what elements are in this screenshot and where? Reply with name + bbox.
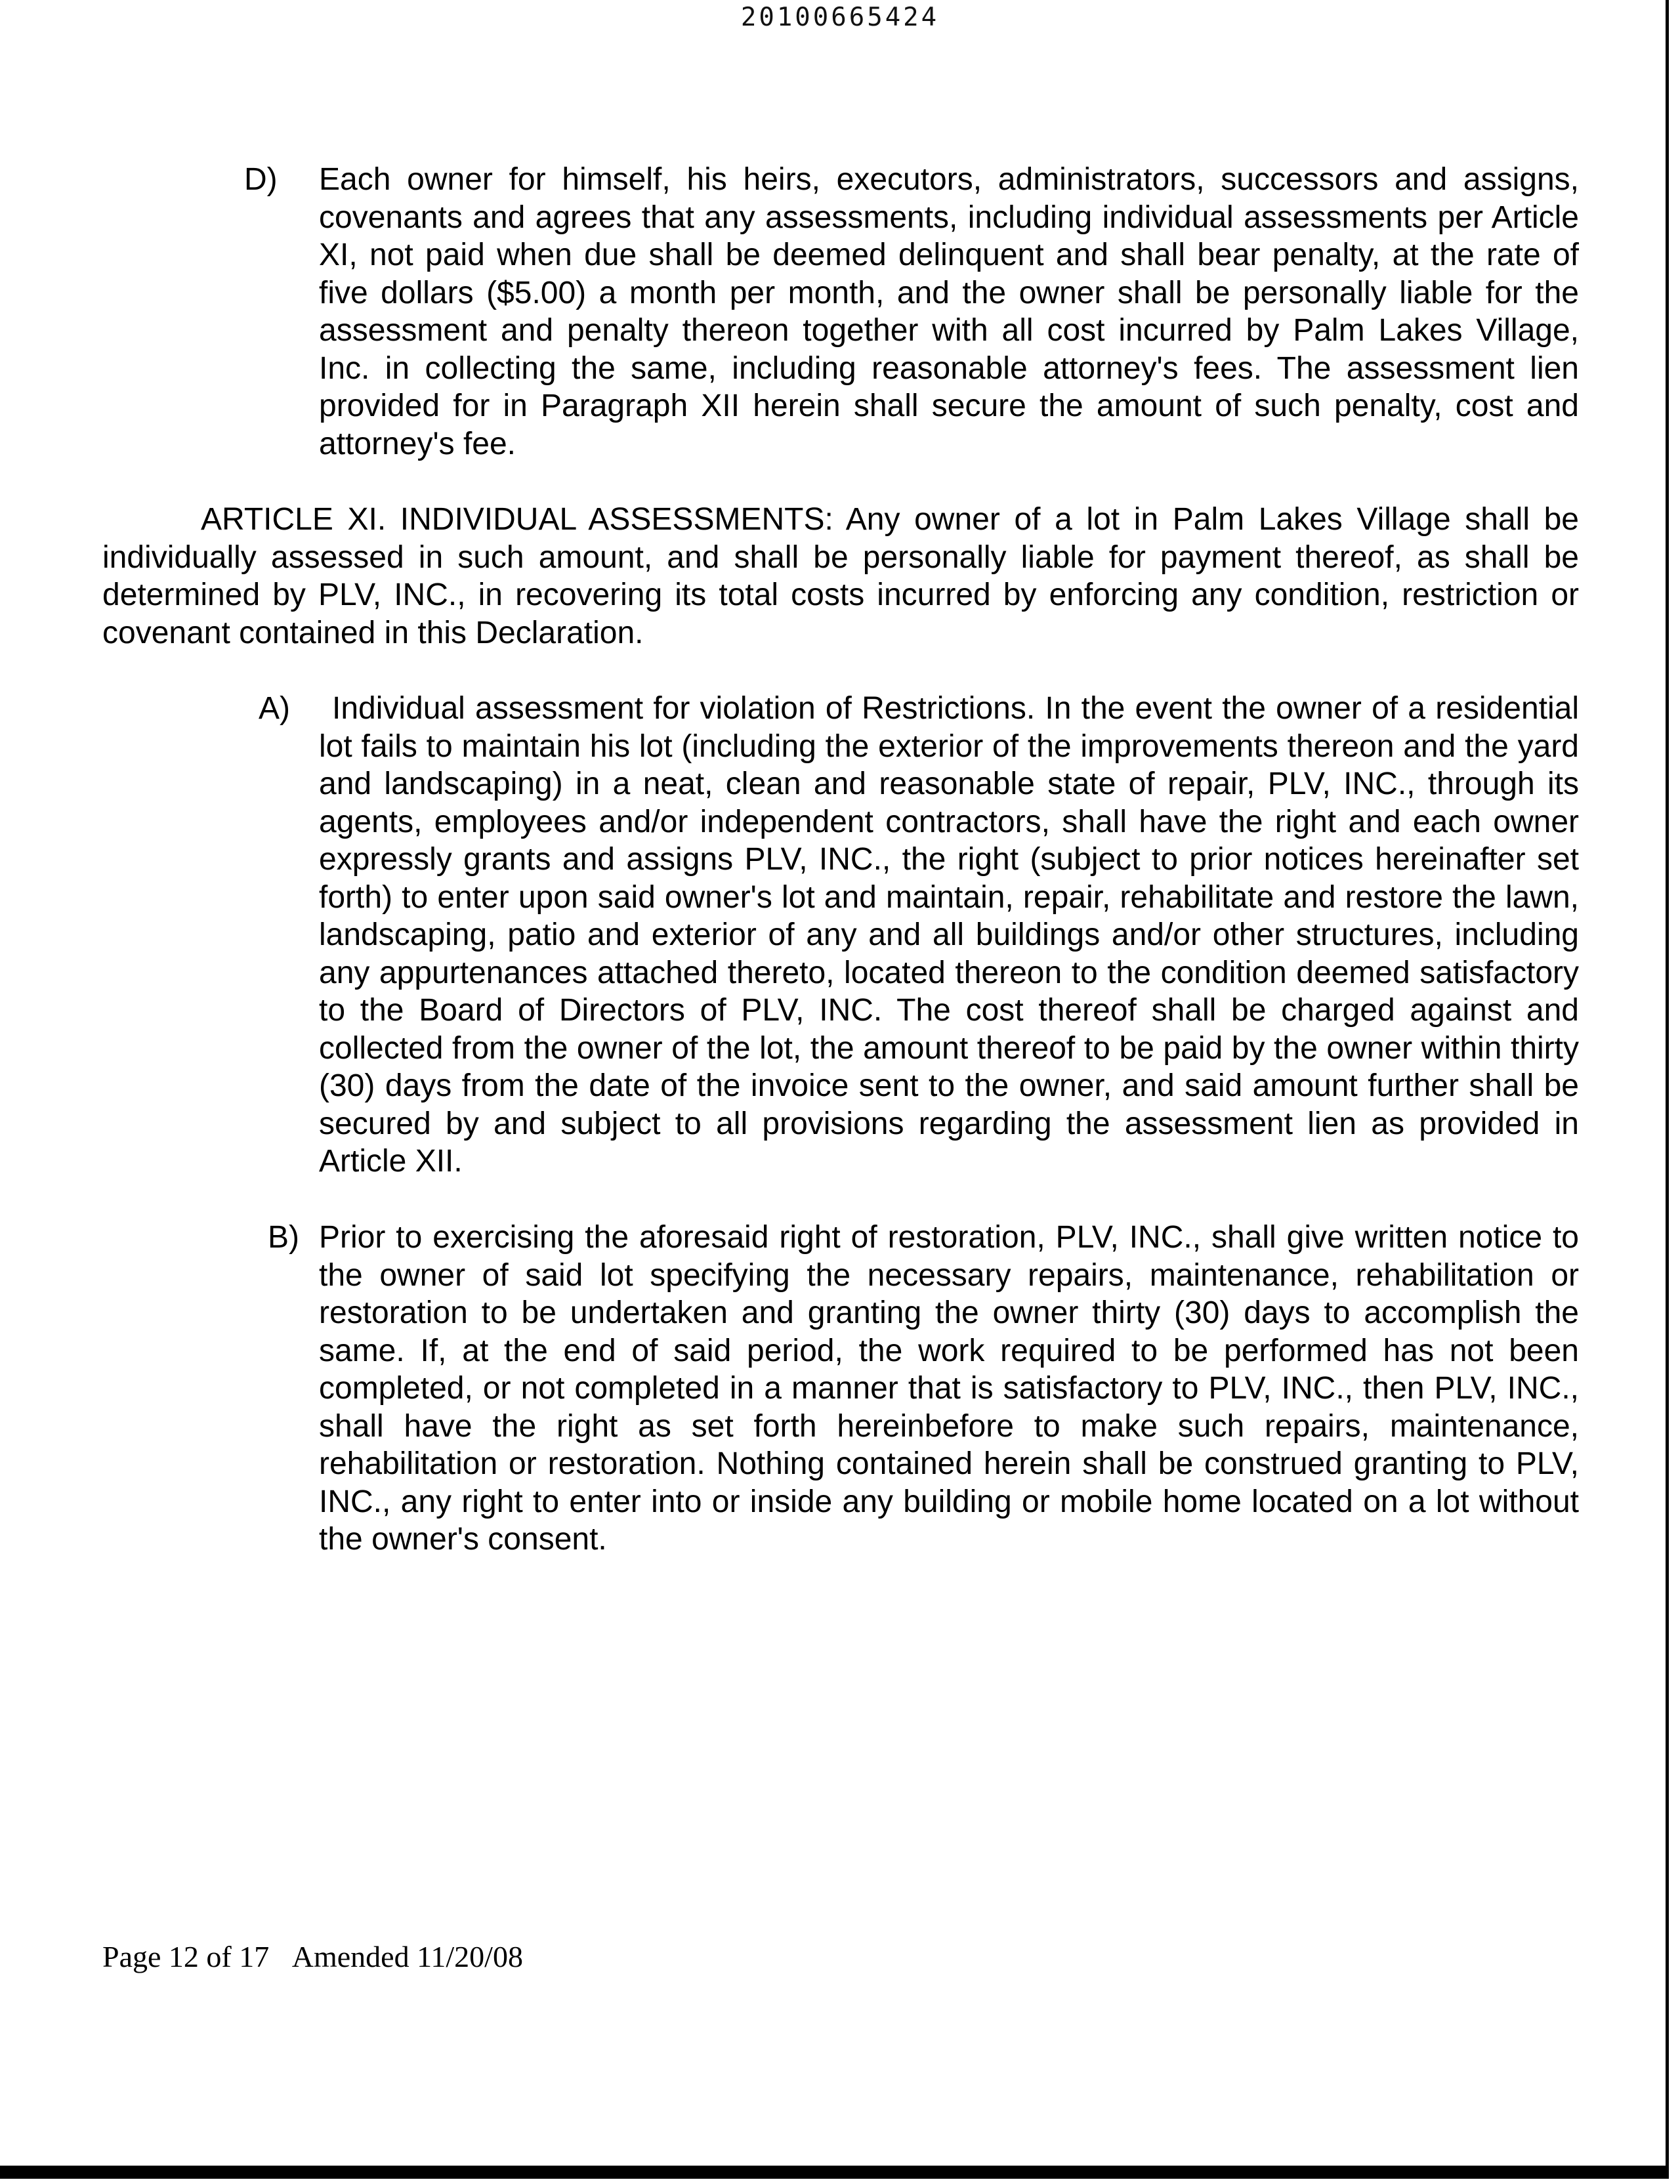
article-xi-paragraph: ARTICLE XI. INDIVIDUAL ASSESSMENTS: Any owner of a lot in Palm Lakes Village shall be individually assessed in such amount, and shall be personally liable for payment thereof, as shall be determined by PLV, INC., in recovering its total costs incurred by enforcing any condition, restriction or covenant contained in this Declaration. <box>102 502 1579 650</box>
item-a-label: A) <box>259 691 290 726</box>
footer-amended-date: Amended 11/20/08 <box>291 1940 523 1973</box>
document-number: 20100665424 <box>740 3 940 32</box>
page-right-edge <box>1666 0 1669 2177</box>
page-bottom-edge <box>0 2166 1669 2179</box>
footer-page-number: Page 12 of 17 <box>102 1940 270 1973</box>
item-b-label: B) <box>268 1220 299 1255</box>
item-d-label: D) <box>244 162 278 197</box>
item-b-paragraph: Prior to exercising the aforesaid right of restoration, PLV, INC., shall give written notice to the owner of said lot specifying the necessary repairs, maintenance, rehabilitation or restoration to be undertaken and granting the owner thirty (30) days to accomplish the same. If, at the end of said period, the work required to be performed has not been completed, or not completed in a manner that is satisfactory to PLV, INC., then PLV, INC., shall have the right as set forth hereinbefore to make such repairs, maintenance, rehabilitation or restoration. Nothing contained herein shall be construed granting to PLV, INC., any right to enter into or inside any building or mobile home located on a lot without the owner's consent. <box>319 1220 1579 1557</box>
item-a-paragraph: Individual assessment for violation of Restrictions. In the event the owner of a residential lot fails to maintain his lot (including the exterior of the improvements thereon and the yard and landscaping) in a neat, clean and reasonable state of repair, PLV, INC., through its agents, employees and/or independent contractors, shall have the right and each owner expressly grants and assigns PLV, INC., the right (subject to prior notices hereinafter set forth) to enter upon said owner's lot and maintain, repair, rehabilitate and restore the lawn, landscaping, patio and exterior of any and all buildings and/or other structures, including any appurtenances attached thereto, located thereon to the condition deemed satisfactory to the Board of Directors of PLV, INC. The cost thereof shall be charged against and collected from the owner of the lot, the amount thereof to be paid by the owner within thirty (30) days from the date of the invoice sent to the owner, and said amount further shall be secured by and subject to all provisions regarding the assessment lien as provided in Article XII. <box>319 691 1579 1179</box>
item-d-paragraph: Each owner for himself, his heirs, executors, administrators, successors and assigns, covenants and agrees that any assessments, including individual assessments per Article XI, not paid when due shall be deemed delinquent and shall bear penalty, at the rate of five dollars ($5.00) a month per month, and the owner shall be personally liable for the assessment and penalty thereon together with all cost incurred by Palm Lakes Village, Inc. in collecting the same, including reasonable attorney's fees. The assessment lien provided for in Paragraph XII herein shall secure the amount of such penalty, cost and attorney's fee. <box>319 162 1579 461</box>
page-footer <box>102 1939 523 1974</box>
